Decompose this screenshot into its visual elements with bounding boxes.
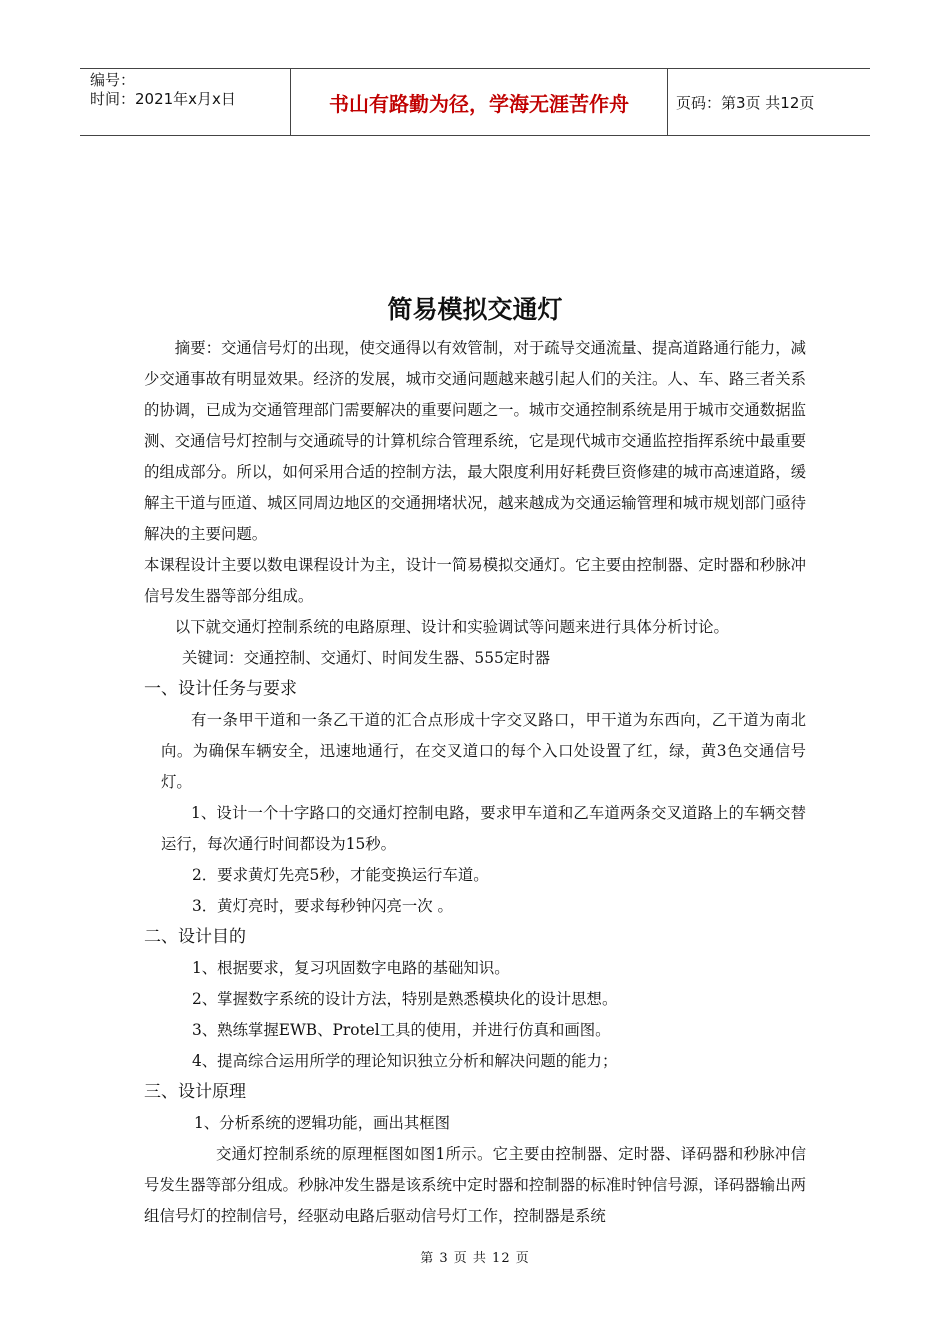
section2-item-2: 2、掌握数字系统的设计方法，特别是熟悉模块化的设计思想。 <box>192 990 618 1008</box>
section-heading-2: 二、设计目的 <box>144 927 246 947</box>
section1-intro: 有一条甲干道和一条乙干道的汇合点形成十字交叉路口，甲干道为东西向，乙干道为南北向。为确保车辆安全，迅速地通行，在交叉道口的每个入口处设置了红，绿，黄3色交通信号灯。 <box>161 711 806 791</box>
discussion-paragraph: 以下就交通灯控制系统的电路原理、设计和实验调试等问题来进行具体分析讨论。 <box>174 618 729 636</box>
keywords-line: 关键词：交通控制、交通灯、时间发生器、555定时器 <box>182 649 550 667</box>
section1-item-1: 1、设计一个十字路口的交通灯控制电路，要求甲车道和乙车道两条交叉道路上的车辆交替运行，每次通行时间都设为15秒。 <box>161 804 806 853</box>
header-meta <box>80 69 290 135</box>
header-page-info: 页码：第3页 共12页 <box>676 93 815 112</box>
section1-item-3: 3．黄灯亮时，要求每秒钟闪亮一次 。 <box>192 897 453 915</box>
section3-paragraph: 交通灯控制系统的原理框图如图1所示。它主要由控制器、定时器、译码器和秒脉冲信号发生器等部分组成。秒脉冲发生器是该系统中定时器和控制器的标准时钟信号源，译码器输出两组信号灯的控制信号，经驱动电路后驱动信号灯工作，控制器是系统 <box>144 1145 806 1225</box>
section2-item-3: 3、熟练掌握EWB、Protel工具的使用，并进行仿真和画图。 <box>192 1021 611 1039</box>
motto: 书山有路勤为径，学海无涯苦作舟 <box>290 69 668 135</box>
page-header <box>80 68 870 136</box>
document-title: 简易模拟交通灯 <box>387 295 563 324</box>
section2-item-4: 4、提高综合运用所学的理论知识独立分析和解决问题的能力； <box>192 1052 618 1070</box>
section2-item-1: 1、根据要求，复习巩固数字电路的基础知识。 <box>192 959 510 977</box>
course-design-paragraph: 本课程设计主要以数电课程设计为主，设计一简易模拟交通灯。它主要由控制器、定时器和秒脉冲信号发生器等部分组成。 <box>144 556 806 605</box>
page-footer: 第 3 页 共 12 页 <box>420 1251 530 1266</box>
section-heading-1: 一、设计任务与要求 <box>144 679 297 699</box>
section3-sub-1: 1、分析系统的逻辑功能，画出其框图 <box>194 1114 451 1132</box>
section-heading-3: 三、设计原理 <box>144 1082 246 1102</box>
document-body <box>144 333 806 1232</box>
section1-item-2: 2．要求黄灯先亮5秒，才能变换运行车道。 <box>192 866 489 884</box>
abstract-paragraph: 摘要：交通信号灯的出现，使交通得以有效管制，对于疏导交通流量、提高道路通行能力，减少交通事故有明显效果。经济的发展，城市交通问题越来越引起人们的关注。人、车、路三者关系的协调，已成为交通管理部门需要解决的重要问题之一。城市交通控制系统是用于城市交通数据监测、交通信号灯控制与交通疏导的计算机综合管理系统，它是现代城市交通监控指挥系统中最重要的组成部分。所以，如何采用合适的控制方法，最大限度利用好耗费巨资修建的城市高速道路，缓解主干道与匝道、城区同周边地区的交通拥堵状况，越来越成为交通运输管理和城市规划部门亟待解决的主要问题。 <box>144 339 806 543</box>
number-label: 编号： <box>90 71 136 89</box>
time-label: 时间：2021年x月x日 <box>90 90 236 108</box>
